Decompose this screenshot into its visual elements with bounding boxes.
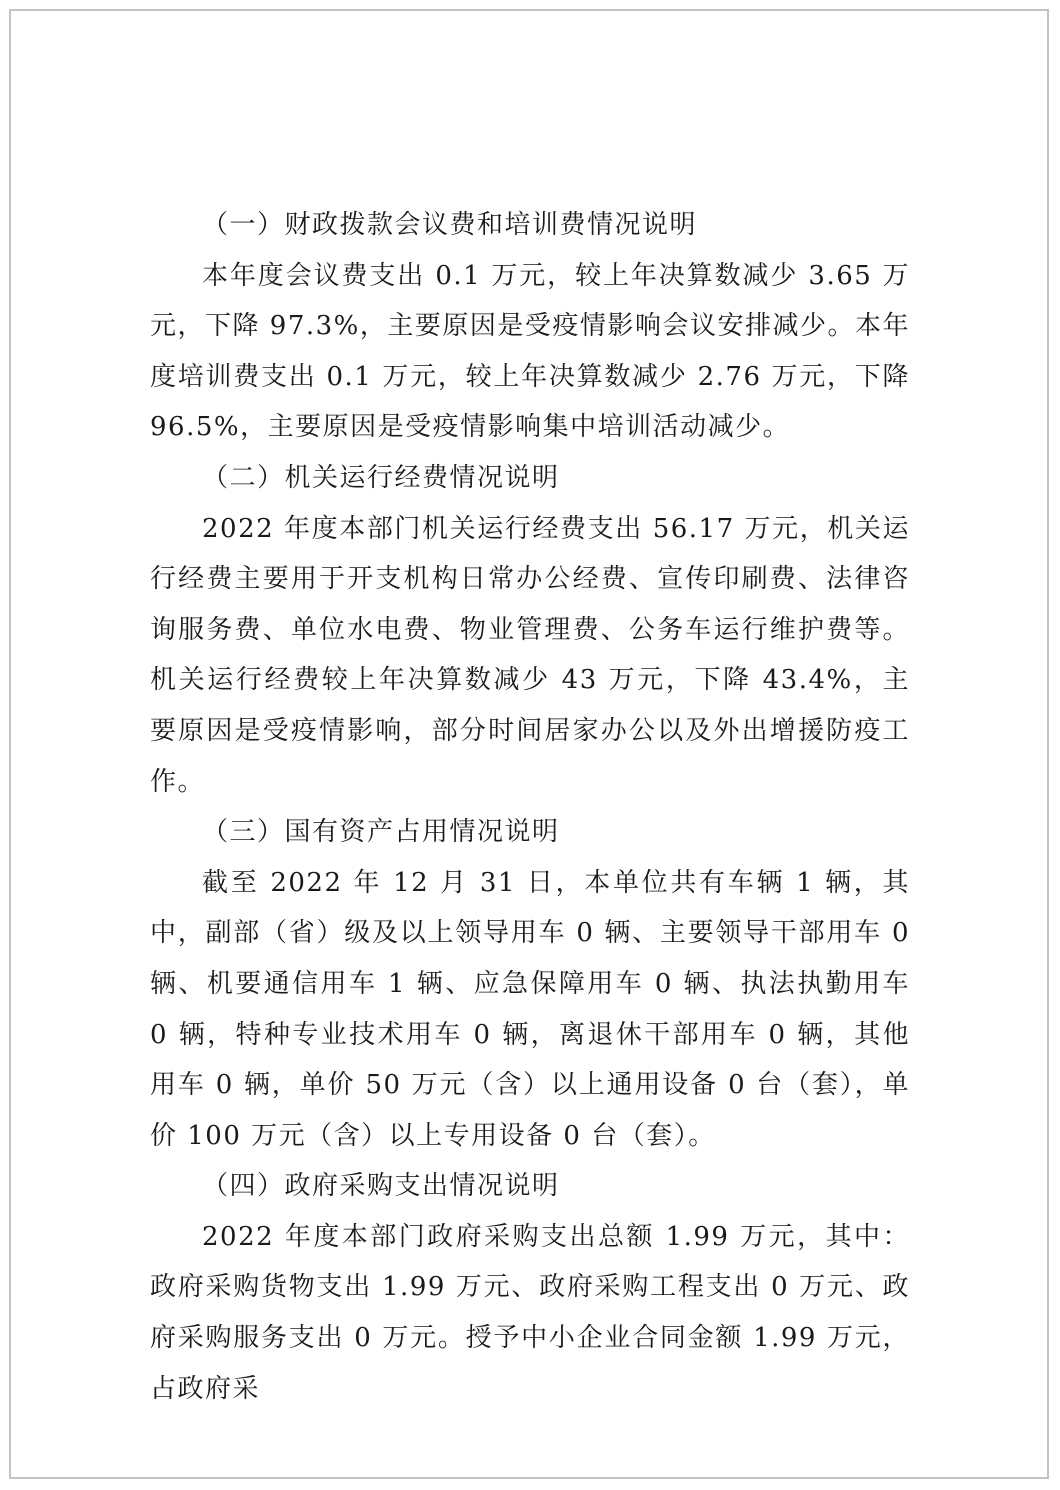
section-body-1: 本年度会议费支出 0.1 万元，较上年决算数减少 3.65 万元，下降 97.3%，主要原因是受疫情影响会议安排减少。本年度培训费支出 0.1 万元，较上年决算数减少 2.76 万元，下降 96.5%，主要原因是受疫情影响集中培训活动减少。 — [150, 260, 910, 443]
section-heading-2: （二）机关运行经费情况说明 — [202, 462, 560, 493]
section-heading-4: （四）政府采购支出情况说明 — [202, 1171, 560, 1202]
section-body-4: 2022 年度本部门政府采购支出总额 1.99 万元，其中：政府采购货物支出 1.99 万元、政府采购工程支出 0 万元、政府采购服务支出 0 万元。授予中小企业合同金额 1.99 万元，占政府采 — [150, 1221, 910, 1404]
section-body-3: 截至 2022 年 12 月 31 日，本单位共有车辆 1 辆，其中，副部（省）级及以上领导用车 0 辆、主要领导干部用车 0 辆、机要通信用车 1 辆、应急保障用车 0 辆、执法执勤用车 0 辆，特种专业技术用车 0 辆，离退休干部用车 0 辆，其他用车 0 辆，单价 50 万元（含）以上通用设备 0 台（套），单价 100 万元（含）以上专用设备 0 台（套）。 — [150, 867, 910, 1151]
section-heading-3: （三）国有资产占用情况说明 — [202, 817, 560, 848]
section-heading-1: （一）财政拨款会议费和培训费情况说明 — [202, 210, 698, 240]
document-page — [150, 200, 910, 1414]
section-body-2: 2022 年度本部门机关运行经费支出 56.17 万元，机关运行经费主要用于开支机构日常办公经费、宣传印刷费、法律咨询服务费、单位水电费、物业管理费、公务车运行维护费等。机关运行经费较上年决算数减少 43 万元，下降 43.4%，主要原因是受疫情影响，部分时间居家办公以及外出增援防疫工作。 — [150, 513, 910, 797]
